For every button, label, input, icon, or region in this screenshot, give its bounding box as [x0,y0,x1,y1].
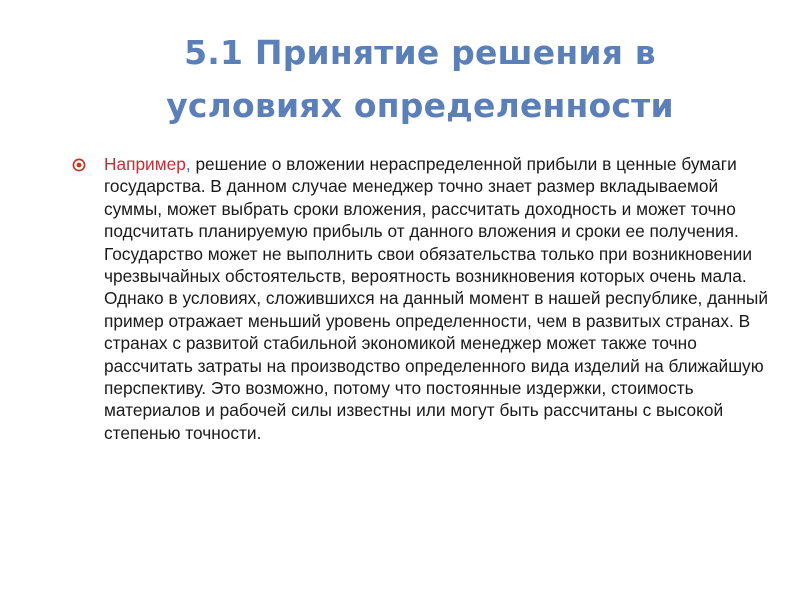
slide-title-line-2: условиях определенности [166,86,674,125]
target-bullet-icon [72,158,86,172]
slide-title-line-1: 5.1 Принятие решения в [184,33,656,72]
bullet-text [104,153,772,444]
body-text: решение о вложении нераспределенной прибыли в ценные бумаги государства. В данном случае менеджер точно знает размер вкладываемой суммы, может выбрать сроки вложения, рассчитать доходность и может точно подсчитать планируемую прибыль от данного вложения и сроки ее получения. Государство может не выполнить свои обязательства только при возникновении чрезвычайных обстоятельств, вероятность возникновения которых очень мала. Однако в условиях, сложившихся на данный момент в нашей республике, данный пример отражает меньший уровень определенности, чем в развитых странах. В странах с развитой стабильной экономикой менеджер может также точно рассчитать затраты на производство определенного вида изделий на ближайшую перспективу. Это возможно, потому что постоянные издержки, стоимость материалов и рабочей силы известны или могут быть рассчитаны с высокой степенью точности. [104,154,769,443]
slide-title [60,26,780,132]
lead-word: Например [104,154,186,174]
lead-comma: , [185,154,191,174]
